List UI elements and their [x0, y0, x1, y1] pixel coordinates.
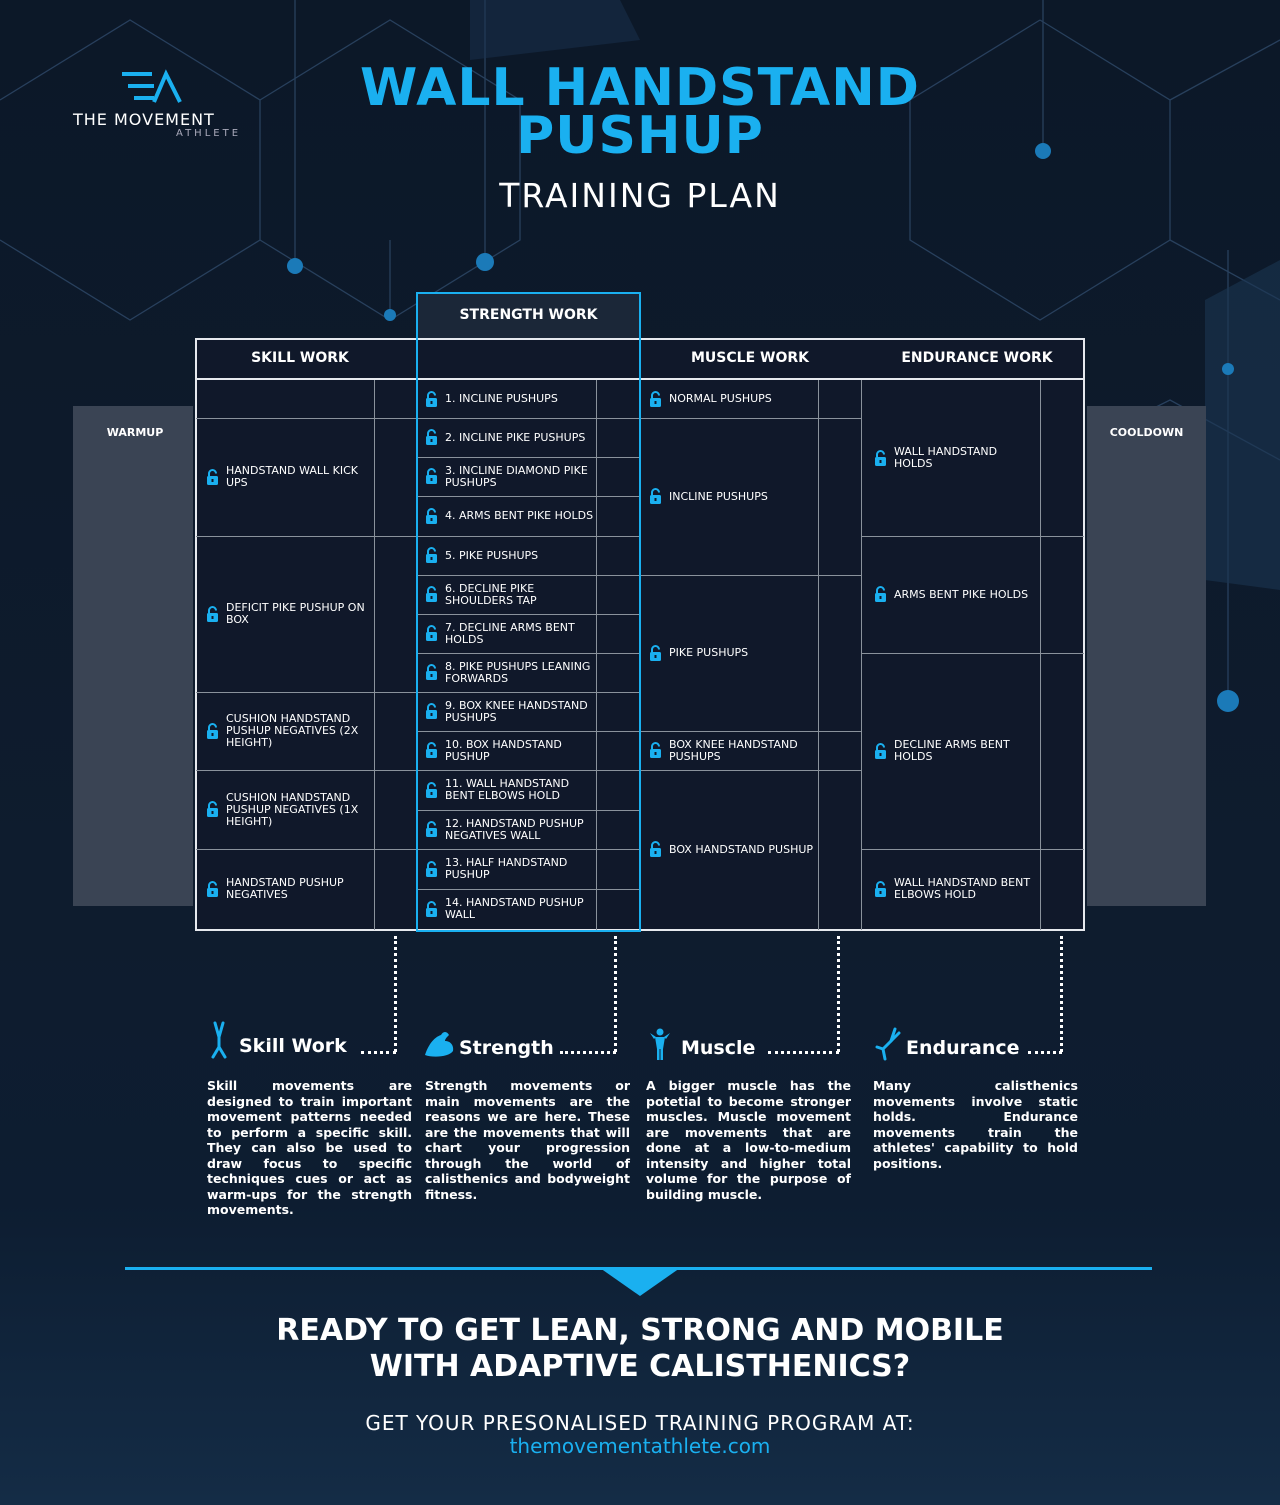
strength-item-label: 9. BOX KNEE HANDSTAND PUSHUPS [445, 698, 588, 724]
muscle-item-label: PIKE PUSHUPS [669, 646, 749, 659]
strength-item [425, 496, 595, 536]
page-subtitle: TRAINING PLAN [499, 176, 781, 215]
lock-icon [649, 488, 662, 505]
category-strength-desc: Strength movements or main movements are the reasons we are here. These are the movements that will chart your progression through the world of calisthenics and bodyweight fitness. [425, 1078, 630, 1202]
cta-line2: WITH ADAPTIVE CALISTHENICS? [369, 1349, 911, 1384]
warmup-label: WARMUP [106, 426, 164, 439]
brand-name: THE MOVEMENT [73, 110, 215, 129]
strength-item [425, 536, 595, 575]
lock-icon [425, 391, 438, 408]
category-muscle-desc: A bigger muscle has the potetial to become stronger muscles. Muscle movement are movements that are done at a low-to-medium intensity and higher total volume for the purpose of building muscle. [646, 1078, 851, 1202]
brand-sub: ATHLETE [176, 128, 242, 139]
lock-icon [874, 586, 887, 603]
cta-line1: READY TO GET LEAN, STRONG AND MOBILE [276, 1313, 1004, 1348]
strength-item [425, 849, 595, 889]
strength-item-label: 12. HANDSTAND PUSHUP NEGATIVES WALL [445, 816, 584, 842]
connector-strength [614, 936, 617, 1052]
strength-item [425, 692, 595, 731]
category-muscle-label: Muscle [681, 1037, 756, 1059]
lock-icon [425, 782, 438, 799]
muscle-item [649, 731, 817, 770]
header-muscle: MUSCLE WORK [691, 350, 809, 366]
strength-item-label: 5. PIKE PUSHUPS [445, 548, 539, 562]
lock-icon [425, 901, 438, 918]
lock-icon [649, 742, 662, 759]
skill-item [206, 849, 371, 929]
lock-icon [206, 801, 219, 818]
category-endurance-desc: Many calisthenics movements involve static holds. Endurance movements train the athletes' capability to hold positions. [873, 1078, 1078, 1171]
skill-item [206, 418, 371, 536]
connector-skill [394, 936, 397, 1052]
endurance-item-label: WALL HANDSTAND BENT ELBOWS HOLD [894, 876, 1031, 901]
lock-icon [206, 469, 219, 486]
skill-item-label: HANDSTAND PUSHUP NEGATIVES [226, 876, 344, 901]
category-endurance-title [875, 1024, 1020, 1064]
down-arrow-icon [600, 1268, 680, 1296]
lock-icon [425, 547, 438, 564]
strength-item-label: 10. BOX HANDSTAND PUSHUP [445, 737, 562, 763]
strength-item-label: 14. HANDSTAND PUSHUP WALL [445, 896, 584, 921]
header-strength: STRENGTH WORK [459, 307, 598, 323]
skill-item [206, 536, 371, 692]
strength-item-label: 8. PIKE PUSHUPS LEANING FORWARDS [445, 659, 591, 685]
category-endurance-label: Endurance [906, 1037, 1020, 1059]
strength-item-label: 11. WALL HANDSTAND BENT ELBOWS HOLD [445, 777, 570, 802]
strength-item [425, 731, 595, 770]
lock-icon [649, 645, 662, 662]
lock-icon [874, 450, 887, 467]
strength-item [425, 614, 595, 653]
category-skill-label: Skill Work [239, 1035, 347, 1057]
lock-icon [425, 703, 438, 720]
cooldown-label: COOLDOWN [1109, 426, 1184, 439]
lock-icon [425, 586, 438, 603]
skill-item [206, 770, 371, 849]
category-strength-label: Strength [459, 1037, 554, 1059]
warmup-panel [73, 406, 193, 906]
lock-icon [206, 881, 219, 898]
strength-item [425, 575, 595, 614]
strength-item-label: 7. DECLINE ARMS BENT HOLDS [445, 620, 575, 646]
muscle-item [649, 575, 817, 731]
category-skill-title [207, 1020, 347, 1060]
strength-item-label: 4. ARMS BENT PIKE HOLDS [445, 509, 594, 522]
strength-item [425, 770, 595, 810]
muscle-item-label: BOX HANDSTAND PUSHUP [669, 842, 814, 856]
strength-item-label: 1. INCLINE PUSHUPS [445, 392, 558, 405]
lock-icon [425, 625, 438, 642]
strength-item-label: 13. HALF HANDSTAND PUSHUP [445, 856, 568, 881]
flexed-arm-icon [423, 1029, 455, 1059]
strength-item-label: 3. INCLINE DIAMOND PIKE PUSHUPS [445, 463, 588, 489]
strength-item-label: 2. INCLINE PIKE PUSHUPS [445, 430, 586, 444]
muscle-item [649, 770, 817, 929]
skill-item-label: DEFICIT PIKE PUSHUP ON BOX [226, 601, 365, 626]
lock-icon [425, 468, 438, 485]
skill-item-label: CUSHION HANDSTAND PUSHUP NEGATIVES (2X HEIGHT) [226, 712, 359, 749]
muscle-item-label: INCLINE PUSHUPS [669, 489, 768, 503]
page-title-line2: PUSHUP [516, 106, 764, 166]
muscle-item [649, 418, 817, 575]
muscle-item-label: BOX KNEE HANDSTAND PUSHUPS [669, 737, 798, 763]
page-title-line1: WALL HANDSTAND [360, 58, 920, 118]
lock-icon [874, 743, 887, 760]
brand-logo-icon [118, 68, 188, 108]
lock-icon [425, 664, 438, 681]
connector-muscle [837, 936, 840, 1052]
lock-icon [425, 742, 438, 759]
endurance-item [874, 849, 1039, 929]
lock-icon [425, 508, 438, 525]
endurance-item-label: WALL HANDSTAND HOLDS [894, 445, 998, 470]
lock-icon [649, 391, 662, 408]
strength-item [425, 653, 595, 692]
skill-item-label: CUSHION HANDSTAND PUSHUP NEGATIVES (1X HEIGHT) [226, 790, 359, 828]
endurance-item [874, 536, 1039, 653]
endurance-item [874, 653, 1039, 849]
lock-icon [425, 821, 438, 838]
muscle-man-icon [648, 1027, 672, 1061]
lock-icon [874, 881, 887, 898]
lock-icon [649, 841, 662, 858]
lock-icon [206, 606, 219, 623]
category-strength-title [423, 1024, 554, 1064]
strength-item [425, 457, 595, 496]
header-skill: SKILL WORK [251, 350, 349, 366]
muscle-item [649, 380, 817, 418]
strength-item [425, 380, 595, 418]
endurance-item-label: DECLINE ARMS BENT HOLDS [894, 738, 1010, 763]
lock-icon [425, 861, 438, 878]
strength-item-label: 6. DECLINE PIKE SHOULDERS TAP [445, 581, 537, 607]
endurance-item [874, 380, 1039, 536]
lock-icon [206, 723, 219, 740]
cta-subtitle: GET YOUR PRESONALISED TRAINING PROGRAM AT: [365, 1411, 915, 1435]
muscle-item-label: NORMAL PUSHUPS [669, 392, 772, 405]
header-endurance: ENDURANCE WORK [901, 350, 1053, 366]
strength-item [425, 810, 595, 849]
connector-endurance [1060, 936, 1063, 1052]
plank-figure-icon [875, 1027, 903, 1061]
cta-website-link[interactable]: themovementathlete.com [509, 1434, 771, 1458]
endurance-item-label: ARMS BENT PIKE HOLDS [894, 587, 1029, 601]
lock-icon [425, 429, 438, 446]
skill-item-label: HANDSTAND WALL KICK UPS [226, 464, 358, 489]
cooldown-panel [1087, 406, 1206, 906]
strength-item [425, 889, 595, 929]
strength-item [425, 418, 595, 457]
skill-item [206, 692, 371, 770]
category-muscle-title [648, 1024, 755, 1064]
handstand-icon [207, 1021, 233, 1059]
category-skill-desc: Skill movements are designed to train important movement patterns needed to perform a specific skill. They can also be used to draw focus to specific techniques cues or act as warm-ups for the strength movements. [207, 1078, 412, 1217]
